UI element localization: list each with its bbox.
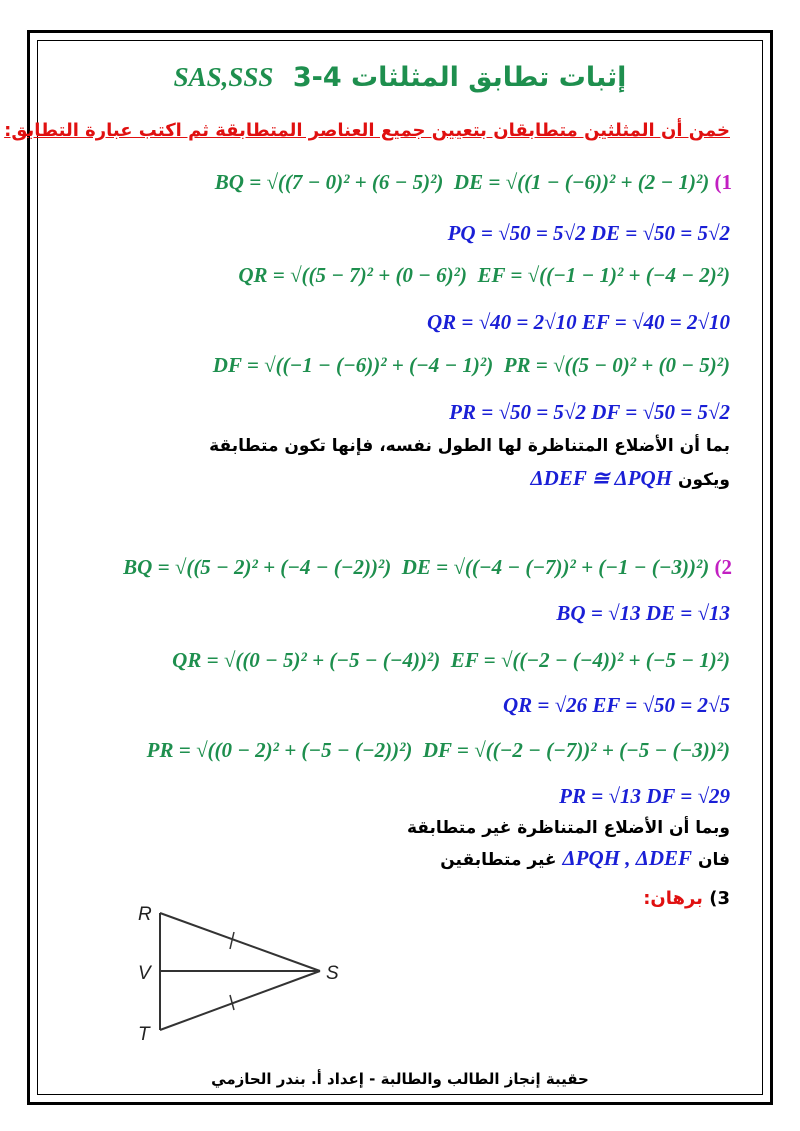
title-english: SAS,SSS [173,62,274,92]
title-arabic: 3-4 إثبات تطابق المثلثات [292,62,627,93]
p2-row1-right: DE = √((−4 − (−7))² + (−1 − (−3))²) [401,555,710,579]
p3-heading [643,888,730,909]
p2-row3-left: QR = √((0 − 5)² + (−5 − (−4))²) [172,648,441,672]
vertex-label-S: S [326,963,339,984]
p2-row5 [147,738,730,763]
p2-row1-left: BQ = √((5 − 2)² + (−4 − (−2))²) [123,555,392,579]
p2-row3 [172,648,730,673]
p2-row3-right: EF = √((−2 − (−4))² + (−5 − 1)²) [450,648,730,672]
p1-row6: PR = √50 = 5√2 DF = √50 = 5√2 [449,400,730,424]
p2-triangles: ΔPQH , ΔDEF [562,846,693,870]
p1-row5-left: DF = √((−1 − (−6))² + (−4 − 1)²) [212,353,494,377]
p2-conclusion1: وبما أن الأضلاع المتناظرة غير متطابقة [406,818,730,838]
p1-row3-right: EF = √((−1 − 1)² + (−4 − 2)²) [477,263,730,287]
p2-row6: PR = √13 DF = √29 [559,784,730,808]
triangle-figure [130,895,360,1055]
p3-label: برهان: [643,888,703,909]
p1-row1 [215,170,732,195]
p3-number: 3) [709,888,730,909]
p2-row4: QR = √26 EF = √50 = 2√5 [502,693,730,717]
p2-row1 [123,555,732,580]
p2-conclusion2-suffix: غير متطابقين [440,850,557,870]
p2-row5-right: DF = √((−2 − (−7))² + (−5 − (−3))²) [422,738,730,762]
p1-row5 [213,353,730,378]
p1-number: (1 [714,170,732,194]
p1-row3-left: QR = √((5 − 7)² + (0 − 6)²) [238,263,467,287]
p1-congruence-statement: ΔDEF ≅ ΔPQH [530,466,673,490]
p1-conclusion2 [531,466,731,491]
vertex-label-V: V [138,963,151,984]
segment-TS [160,971,320,1030]
segment-RS [160,913,320,971]
p2-conclusion2-prefix: فان [697,850,730,870]
instruction-heading: خمن أن المثلثين متطابقان بتعيين جميع العناصر المتطابقة ثم اكتب عبارة التطابق: [4,120,730,141]
vertex-label-T: T [138,1024,150,1045]
p2-number: (2 [714,555,732,579]
p1-row2: PQ = √50 = 5√2 DE = √50 = 5√2 [447,221,730,245]
p1-row3 [238,263,730,288]
p1-conclusion2-prefix: ويكون [677,470,730,490]
p2-row5-left: PR = √((0 − 2)² + (−5 − (−2))²) [146,738,413,762]
vertex-label-R: R [138,904,152,925]
p2-row2: BQ = √13 DE = √13 [556,601,730,625]
page-title [0,62,800,93]
page-footer: حقيبة إنجاز الطالب والطالبة - إعداد أ. بندر الحازمي [211,1070,589,1088]
p1-row5-right: PR = √((5 − 0)² + (0 − 5)²) [503,353,730,377]
p1-row1-left: BQ = √((7 − 0)² + (6 − 5)²) [214,170,444,194]
p2-conclusion2 [440,846,730,871]
p1-row4: QR = √40 = 2√10 EF = √40 = 2√10 [426,310,730,334]
p1-conclusion1: بما أن الأضلاع المتناظرة لها الطول نفسه، فإنها تكون متطابقة [209,436,730,456]
p1-row1-right: DE = √((1 − (−6))² + (2 − 1)²) [453,170,710,194]
